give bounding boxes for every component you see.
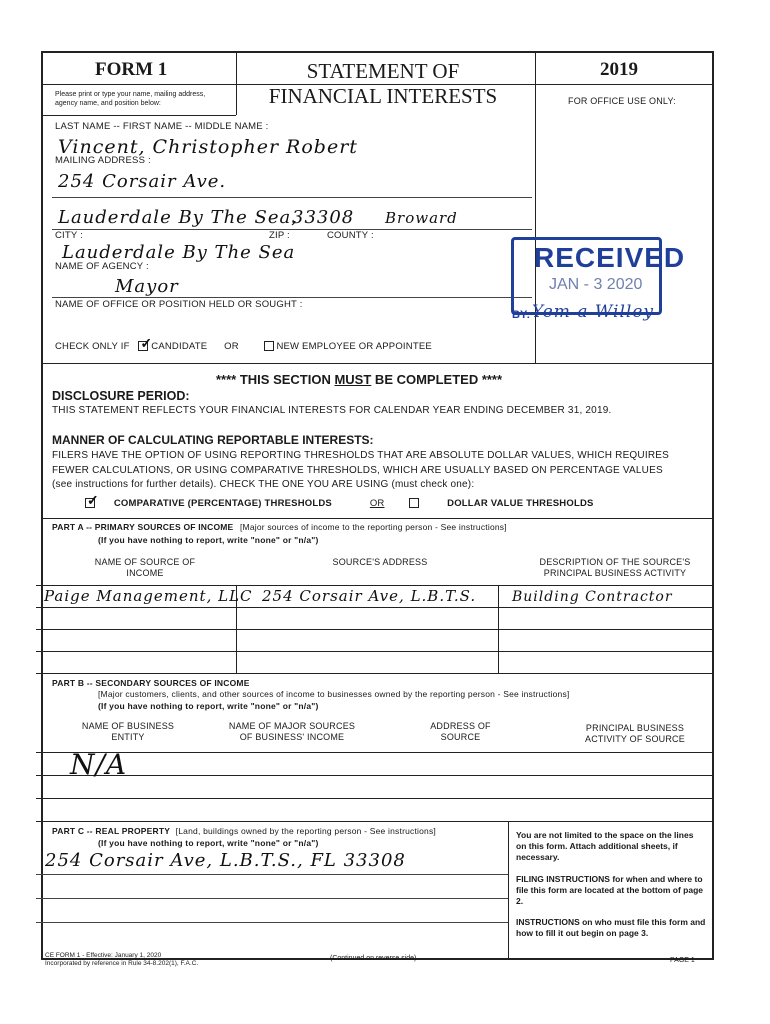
divider <box>535 84 713 85</box>
table-rule <box>36 821 713 822</box>
part-c-title <box>52 826 436 836</box>
part-c-row-property: 254 Corsair Ave, L.B.T.S., FL 33308 <box>45 850 406 871</box>
table-rule <box>36 585 713 586</box>
table-rule <box>36 607 713 608</box>
table-rule <box>36 673 713 674</box>
manner-line: FEWER CALCULATIONS, OR USING COMPARATIVE THRESHOLDS, WHICH ARE USUALLY BASED ON PERCENTAGE VALUES <box>52 464 663 476</box>
check-only-label: CHECK ONLY IF <box>55 341 130 352</box>
part-b-note: [Major customers, clients, and other sources of income to businesses owned by the reporting person - See instructions] <box>98 689 570 699</box>
title-line-2: FINANCIAL INTERESTS <box>268 84 498 108</box>
part-a-row-address: 254 Corsair Ave, L.B.T.S. <box>262 587 477 605</box>
county-label: COUNTY : <box>327 230 374 241</box>
disclosure-period-heading: DISCLOSURE PERIOD: <box>52 389 190 403</box>
table-rule <box>36 752 713 753</box>
new-employee-checkbox[interactable] <box>264 341 274 351</box>
part-c-subtitle: (If you have nothing to report, write "none" or "n/a") <box>98 838 319 848</box>
part-b-col-address: ADDRESS OF SOURCE <box>430 721 491 742</box>
divider <box>42 518 713 519</box>
dollar-checkbox[interactable] <box>409 498 419 508</box>
title-line-1: STATEMENT OF <box>306 59 460 83</box>
new-employee-label: NEW EMPLOYEE OR APPOINTEE <box>276 341 432 352</box>
manner-text <box>52 449 669 493</box>
part-a-subtitle: (If you have nothing to report, write "none" or "n/a") <box>98 535 319 545</box>
part-b-subtitle: (If you have nothing to report, write "none" or "n/a") <box>98 701 319 711</box>
table-rule <box>36 922 508 923</box>
rule <box>52 197 532 198</box>
disclosure-period-text: THIS STATEMENT REFLECTS YOUR FINANCIAL INTERESTS FOR CALENDAR YEAR ENDING DECEMBER 31, 2019. <box>52 405 612 416</box>
candidate-label: CANDIDATE <box>151 341 208 352</box>
office-use-label: FOR OFFICE USE ONLY: <box>568 96 676 106</box>
manner-heading: MANNER OF CALCULATING REPORTABLE INTERESTS: <box>52 433 374 447</box>
divider <box>508 821 509 959</box>
part-a-note: [Major sources of income to the reporting person - See instructions] <box>239 522 507 532</box>
must-complete-text: **** THIS SECTION MUST BE COMPLETED **** <box>216 372 503 387</box>
part-a-title <box>52 522 507 532</box>
rule <box>52 229 532 230</box>
or-label: OR <box>224 341 239 352</box>
rule <box>52 297 532 298</box>
city-label: CITY : <box>55 230 83 241</box>
comparative-label: COMPARATIVE (PERCENTAGE) THRESHOLDS <box>113 498 332 509</box>
footer-page: PAGE 1 <box>670 957 695 964</box>
county-value: Broward <box>385 209 458 227</box>
manner-line: FILERS HAVE THE OPTION OF USING REPORTING THRESHOLDS THAT ARE ABSOLUTE DOLLAR VALUES, WHICH REQUIRES <box>52 450 669 461</box>
part-b-title: PART B -- SECONDARY SOURCES OF INCOME <box>52 678 250 688</box>
part-a-title-text: PART A -- PRIMARY SOURCES OF INCOME <box>52 522 234 532</box>
must-emphasis: MUST <box>334 372 372 387</box>
address-line-1: 254 Corsair Ave. <box>58 171 227 192</box>
footer-form-info <box>45 952 198 968</box>
side-note-instructions: INSTRUCTIONS on who must file this form and how to fill it out begin on page 3. <box>516 917 706 938</box>
manner-line: (see instructions for further details). CHECK THE ONE YOU ARE USING (must check one): <box>52 479 475 490</box>
table-rule <box>36 798 713 799</box>
must-complete-banner <box>216 372 502 387</box>
part-c-title-text: PART C -- REAL PROPERTY <box>52 826 171 836</box>
part-a-row-description: Building Contractor <box>512 589 673 605</box>
side-note-filing: FILING INSTRUCTIONS for when and where to file this form are located at the bottom of page 2. <box>516 874 704 906</box>
table-rule <box>498 585 499 673</box>
check-only-line <box>55 341 432 352</box>
threshold-options <box>85 498 594 509</box>
part-b-col-major-sources: NAME OF MAJOR SOURCES OF BUSINESS' INCOME <box>228 721 356 742</box>
address-line-2: Lauderdale By The Sea, <box>58 207 298 228</box>
part-a-row-source: Paige Management, LLC <box>44 587 253 605</box>
print-instructions: Please print or type your name, mailing address, agency name, and position below: <box>55 91 206 107</box>
table-rule <box>36 775 713 776</box>
name-value: Vincent, Christopher Robert <box>58 136 358 158</box>
received-date: JAN - 3 2020 <box>549 276 643 293</box>
part-a-col-description: DESCRIPTION OF THE SOURCE'S PRINCIPAL BUSINESS ACTIVITY <box>539 557 691 578</box>
office-label: NAME OF OFFICE OR POSITION HELD OR SOUGHT : <box>55 299 303 310</box>
dollar-label: DOLLAR VALUE THRESHOLDS <box>447 498 594 509</box>
divider <box>42 363 713 364</box>
table-rule <box>36 898 508 899</box>
footer-line: Incorporated by reference in Rule 34-8.202(1), F.A.C. <box>45 960 199 967</box>
form-year: 2019 <box>600 59 638 80</box>
part-b-row-entity: N/A <box>70 748 128 781</box>
zip-value: 33308 <box>292 207 355 228</box>
part-b-col-entity: NAME OF BUSINESS ENTITY <box>81 721 175 742</box>
table-rule <box>36 874 508 875</box>
candidate-checkbox[interactable] <box>138 341 148 351</box>
threshold-or-label: OR <box>369 498 385 509</box>
part-c-note: [Land, buildings owned by the reporting person - See instructions] <box>175 826 436 836</box>
comparative-checkbox[interactable] <box>85 498 95 508</box>
stamp-by-label: BY: <box>512 309 531 321</box>
received-text: RECEIVED <box>534 242 686 273</box>
mailing-address-label: MAILING ADDRESS : <box>55 155 151 166</box>
name-label: LAST NAME -- FIRST NAME -- MIDDLE NAME : <box>55 121 269 132</box>
footer-line: CE FORM 1 - Effective: January 1, 2020 <box>45 952 162 959</box>
zip-label: ZIP : <box>269 230 290 241</box>
table-rule <box>36 651 713 652</box>
agency-label: NAME OF AGENCY : <box>55 261 149 272</box>
form-label: FORM 1 <box>95 59 168 80</box>
agency-value: Mayor <box>115 276 179 297</box>
city-value: Lauderdale By The Sea <box>62 242 296 263</box>
footer-continued: (Continued on reverse side) <box>330 955 417 962</box>
divider <box>42 115 236 116</box>
part-a-col-source: NAME OF SOURCE OF INCOME <box>94 557 196 578</box>
table-rule <box>36 629 713 630</box>
side-note-space: You are not limited to the space on the lines on this form. Attach additional sheets, if necessary. <box>516 830 694 862</box>
divider <box>42 84 535 85</box>
stamp-signature: Yem a Willey <box>532 302 655 322</box>
part-b-col-activity: PRINCIPAL BUSINESS ACTIVITY OF SOURCE <box>585 723 685 744</box>
part-a-col-address: SOURCE'S ADDRESS <box>332 557 428 567</box>
